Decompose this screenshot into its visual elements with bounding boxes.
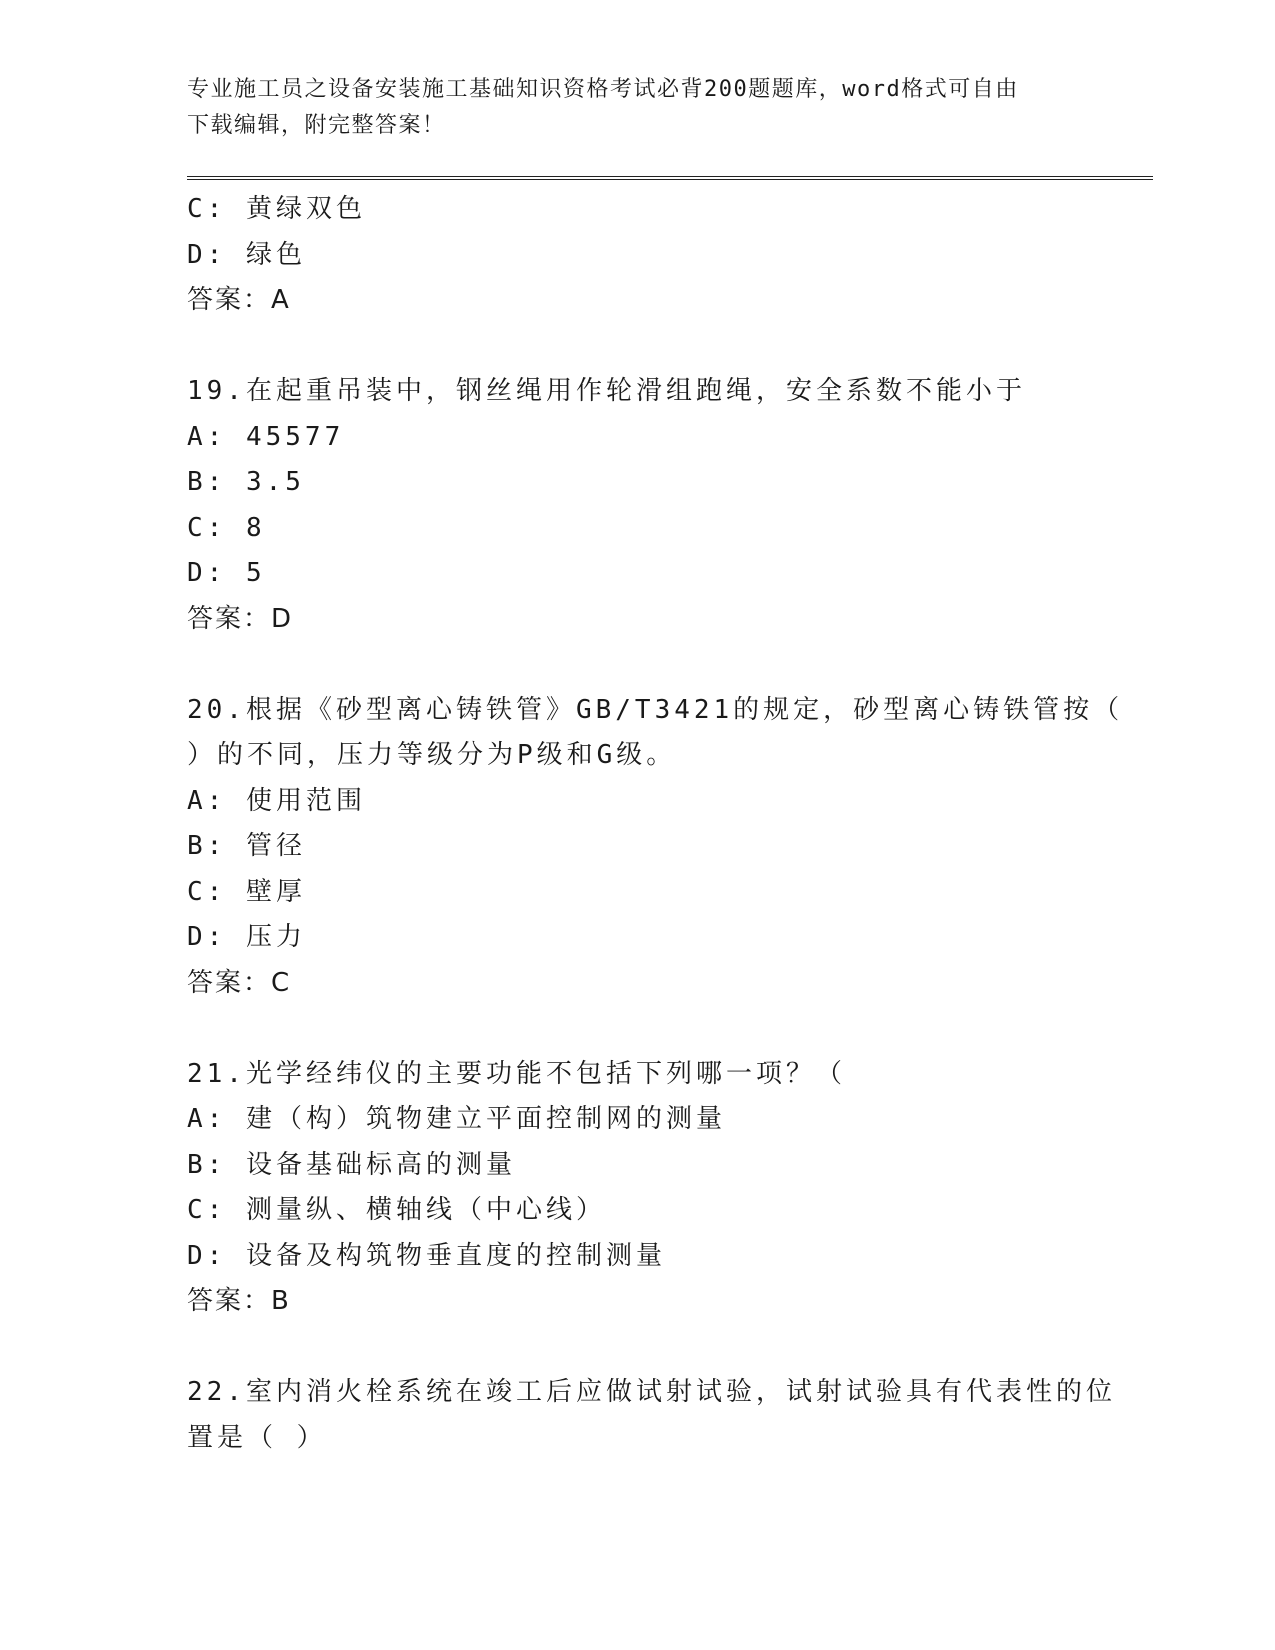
question-22 bbox=[187, 1370, 1116, 1461]
header-divider bbox=[187, 176, 1153, 180]
answer-line: 答案：D bbox=[187, 603, 294, 634]
question-stem-line-2: ）的不同，压力等级分为P级和G级。 bbox=[187, 740, 677, 770]
answer-line: 答案：A bbox=[187, 285, 291, 315]
option-c: C: 黄绿双色 bbox=[187, 194, 366, 224]
question-spacer bbox=[187, 1006, 1087, 1052]
question-stem-line-1: 22.室内消火栓系统在竣工后应做试射试验，试射试验具有代表性的位 bbox=[187, 1377, 1116, 1407]
question-spacer bbox=[187, 642, 1087, 688]
option-d: D: 压力 bbox=[187, 922, 306, 952]
page-header bbox=[187, 72, 1067, 144]
question-stem-line-1: 20.根据《砂型离心铸铁管》GB/T3421的规定，砂型离心铸铁管按（ bbox=[187, 694, 1124, 725]
option-c: C: 壁厚 bbox=[187, 876, 306, 907]
option-b: B: 3.5 bbox=[187, 467, 305, 497]
question-18-tail bbox=[187, 187, 1087, 324]
question-stem-line-2: 置是（ ） bbox=[187, 1422, 327, 1453]
option-c: C: 测量纵、横轴线（中心线） bbox=[187, 1195, 606, 1225]
question-20 bbox=[187, 688, 1124, 1007]
question-spacer bbox=[187, 324, 1087, 370]
option-d: D: 5 bbox=[187, 558, 266, 588]
question-21 bbox=[187, 1052, 1087, 1325]
option-b: B: 管径 bbox=[187, 831, 306, 861]
option-a: A: 建（构）筑物建立平面控制网的测量 bbox=[187, 1104, 726, 1134]
question-19 bbox=[187, 369, 1087, 642]
question-spacer bbox=[187, 1325, 1087, 1371]
document-body bbox=[187, 187, 1124, 1461]
header-title-line-1: 专业施工员之设备安装施工基础知识资格考试必背200题题库，word格式可自由 bbox=[187, 77, 1019, 102]
option-a: A: 使用范围 bbox=[187, 785, 366, 816]
question-stem: 21.光学经纬仪的主要功能不包括下列哪一项？（ bbox=[187, 1058, 846, 1089]
answer-line: 答案：B bbox=[187, 1286, 291, 1316]
option-b: B: 设备基础标高的测量 bbox=[187, 1149, 516, 1180]
option-a: A: 45577 bbox=[187, 421, 345, 452]
answer-line: 答案：C bbox=[187, 967, 292, 998]
option-c: C: 8 bbox=[187, 512, 266, 543]
question-stem: 19.在起重吊装中，钢丝绳用作轮滑组跑绳，安全系数不能小于 bbox=[187, 376, 1026, 406]
option-d: D: 绿色 bbox=[187, 239, 306, 270]
option-d: D: 设备及构筑物垂直度的控制测量 bbox=[187, 1240, 666, 1271]
header-title-line-2: 下载编辑，附完整答案！ bbox=[187, 113, 446, 138]
